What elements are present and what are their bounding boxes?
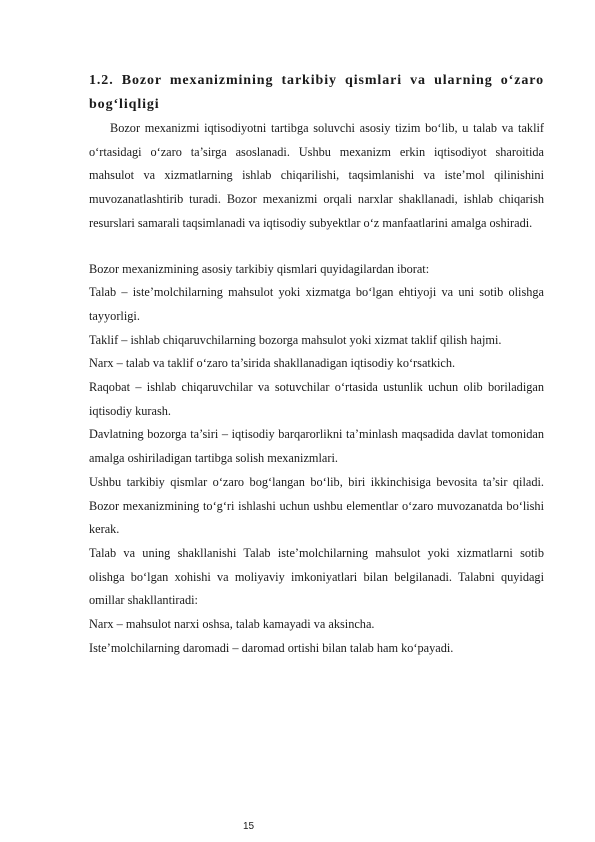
factor-income: Iste’molchilarning daromadi – daromad ortishi bilan talab ham ko‘payadi. <box>89 640 454 655</box>
component-supply: Taklif – ishlab chiqaruvchilarning bozorga mahsulot yoki xizmat taklif qilish hajmi. <box>89 332 502 347</box>
interdependence-paragraph: Ushbu tarkibiy qismlar o‘zaro bog‘langan bo‘lib, biri ikkinchisiga bevosita ta’sir qiladi. Bozor mexanizmining to‘g‘ri ishlashi uchun ushbu elementlar o‘zaro muvozanatda bo‘lishi kerak. <box>89 474 544 537</box>
document-page <box>89 69 544 660</box>
component-state-influence: Davlatning bozorga ta’siri – iqtisodiy barqarorlikni ta’minlash maqsadida davlat tomonidan amalga oshiriladigan tartibga solish mexanizmlari. <box>89 427 544 466</box>
factor-price: Narx – mahsulot narxi oshsa, talab kamayadi va aksincha. <box>89 617 375 632</box>
component-price: Narx – talab va taklif o‘zaro ta’sirida shakllanadigan iqtisodiy ko‘rsatkich. <box>89 356 456 371</box>
paragraph-spacer <box>89 236 544 258</box>
intro-paragraph: Bozor mexanizmi iqtisodiyotni tartibga soluvchi asosiy tizim bo‘lib, u talab va taklif o‘rtasidagi o‘zaro ta’sirga asoslanadi. Ushbu mexanizm erkin iqtisodiyot sharoitida mahsulot va xizmatlarning ishlab chiqarilishi, taqsimlanishi va iste’mol qilinishini muvozanatlashtirib turadi. Bozor mexanizmi orqali narxlar shakllanadi, ishlab chiqarish resurslari samarali taqsimlanadi va iqtisodiy subyektlar o‘z manfaatlarini amalga oshiradi. <box>89 121 544 230</box>
demand-formation-paragraph: Talab va uning shakllanishi Talab iste’molchilarning mahsulot yoki xizmatlarni sotib olishga bo‘lgan xohishi va moliyaviy imkoniyatlari bilan belgilanadi. Talabni quyidagi omillar shakllantiradi: <box>89 545 544 608</box>
section-heading: 1.2. Bozor mexanizmining tarkibiy qismlari va ularning o‘zaro bog‘liqligi <box>89 73 544 112</box>
page-number: 15 <box>243 821 255 832</box>
components-intro: Bozor mexanizmining asosiy tarkibiy qismlari quyidagilardan iborat: <box>89 261 430 276</box>
component-demand: Talab – iste’molchilarning mahsulot yoki xizmatga bo‘lgan ehtiyoji va uni sotib olishga tayyorligi. <box>89 285 544 323</box>
component-competition: Raqobat – ishlab chiqaruvchilar va sotuvchilar o‘rtasida ustunlik uchun olib boriladigan iqtisodiy kurash. <box>89 380 544 418</box>
